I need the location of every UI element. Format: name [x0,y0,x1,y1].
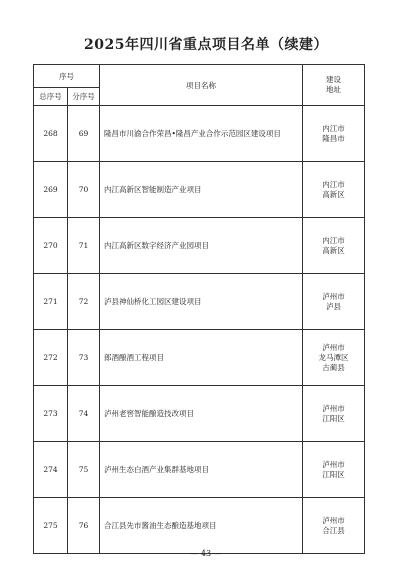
location-line: 泸县 [326,301,341,311]
location-cell [303,218,365,274]
table-row [34,386,365,442]
location-cell [303,442,365,498]
sub-number-cell: 69 [68,106,100,162]
sub-number-cell: 70 [68,162,100,218]
table-row [34,106,365,162]
total-number-cell: 269 [34,162,68,218]
total-number-cell: 272 [34,330,68,386]
location-cell [303,274,365,330]
table-row [34,274,365,330]
project-name-cell: 内江高新区数字经济产业园项目 [100,218,303,274]
location-line: 泸州市 [322,515,345,525]
page-title: 2025年四川省重点项目名单（续建） [84,37,328,53]
table-row [34,442,365,498]
project-name-cell: 隆昌市川渝合作荣昌•隆昌产业合作示范园区建设项目 [100,106,303,162]
location-line: 内江市 [322,123,345,133]
project-name-cell: 内江高新区智能制造产业项目 [100,162,303,218]
location-line: 合江县 [322,525,345,535]
project-name-cell: 泸州生态白酒产业集群基地项目 [100,442,303,498]
total-number-cell: 270 [34,218,68,274]
location-line: 高新区 [322,245,345,255]
total-number-cell: 274 [34,442,68,498]
sub-no-header: 分序号 [68,88,100,106]
location-header [303,65,365,106]
location-cell [303,498,365,554]
page-number: — 43 — [190,549,222,558]
sub-number-cell: 76 [68,498,100,554]
location-header-line: 建设 [326,75,341,84]
location-line: 泸州市 [322,291,345,301]
name-header: 项目名称 [100,65,303,106]
sub-number-cell: 74 [68,386,100,442]
total-number-cell: 268 [34,106,68,162]
location-line: 高新区 [322,189,345,199]
location-line: 江阳区 [322,413,345,423]
location-cell [303,386,365,442]
location-line: 内江市 [322,179,345,189]
table-row [34,498,365,554]
location-line: 江阳区 [322,469,345,479]
sub-number-cell: 72 [68,274,100,330]
seq-header: 序号 [34,65,100,88]
location-header-line: 地址 [326,85,341,94]
table-row [34,218,365,274]
sub-number-cell: 75 [68,442,100,498]
project-name-cell: 郎酒酿酒工程项目 [100,330,303,386]
location-cell [303,106,365,162]
location-line: 内江市 [322,235,345,245]
total-number-cell: 271 [34,274,68,330]
location-line: 龙马潭区 [318,352,349,362]
table-row [34,330,365,386]
project-table [33,64,365,554]
location-cell [303,162,365,218]
project-name-cell: 泸县神仙桥化工园区建设项目 [100,274,303,330]
total-number-cell: 275 [34,498,68,554]
total-number-cell: 273 [34,386,68,442]
sub-number-cell: 71 [68,218,100,274]
location-cell [303,330,365,386]
location-line: 隆昌市 [322,133,345,143]
location-line: 泸州市 [322,459,345,469]
location-line: 古蔺县 [322,362,345,372]
total-no-header: 总序号 [34,88,68,106]
project-name-cell: 泸州老窖智能酿造技改项目 [100,386,303,442]
table-body [34,106,365,554]
location-line: 泸州市 [322,342,345,352]
location-line: 泸州市 [322,403,345,413]
project-name-cell: 合江县先市酱油生态酿造基地项目 [100,498,303,554]
table-row [34,162,365,218]
sub-number-cell: 73 [68,330,100,386]
